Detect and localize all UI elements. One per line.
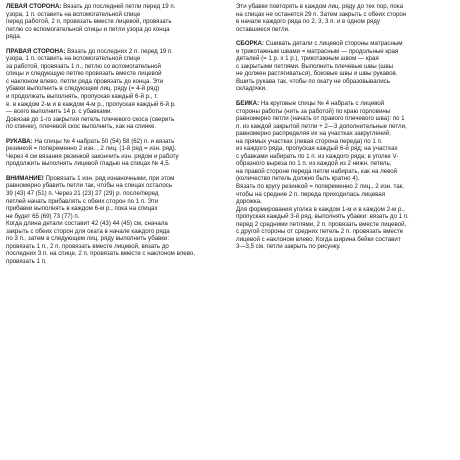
assembly-line: Сшивать детали с лицевой стороны матрасным (263, 40, 403, 48)
attention-line: провязать 1 п., 2 п. провязать вместе лицевой, вязать до (6, 242, 169, 250)
sleeves-line: продолжить выполнять лицевой гладью на спицах № 4,5. (6, 160, 171, 168)
edging-line: чтобы на средние 2 п. переда приходилась лицевая (236, 190, 386, 198)
sleeves-line: резинкой = попеременно 2 изн. , 2 лиц. (1-й ряд = изн. ряд). (6, 145, 177, 153)
right-side-line: Вязать до последних 2 п. перед 19 п. (65, 47, 174, 55)
edging-heading: БЕЙКА: (236, 100, 260, 108)
left-side-line: ряда. (6, 33, 22, 41)
edging-line: лицевой с наклоном влево. Когда ширина бейки составит (236, 235, 401, 243)
edging-line: равномерно петли (начать от правого плечевого шва): по 1 (236, 115, 405, 123)
edging-line: из каждого ряда, пропуская каждый 6-й ряд; на участках (236, 145, 398, 153)
intro-section (236, 3, 454, 33)
intro-line: на спицах не останется 29 п. Затем закрыть с обеих сторон (236, 10, 407, 18)
attention-line: по 3 п., затем в следующем лиц. ряду выполнить убавки: (6, 235, 170, 243)
intro-line: оставшиеся петли. (236, 25, 290, 33)
edging-line: перед 2 средними петлями, 2 п. провязать вместе лицевой, (236, 220, 407, 228)
right-side-section (6, 48, 230, 131)
left-side-line: перед работой, 2 п. провязать вместе лицевой, провязать (6, 18, 172, 26)
right-side-line: и продолжать выполнять, пропуская каждый 6-й р., т. (6, 93, 158, 101)
attention-line: равномерно убавить петли так, чтобы на спицах осталось (6, 182, 173, 190)
edging-section (236, 100, 454, 251)
edging-line: пропуская каждый 3-й ряд, выполнять убавки: вязать до 1 п. (236, 213, 409, 221)
right-side-line: спицы и следующую петлю провязать вместе лицевой (6, 70, 162, 78)
edging-line: На круговые спицы № 4 набрать с лицевой (259, 100, 385, 108)
right-text-column (236, 3, 454, 251)
assembly-heading: СБОРКА: (236, 40, 264, 48)
edging-line: (количество петель должно быть кратно 4). (236, 175, 360, 183)
assembly-line: и трикотажным швами = матрасным — продольные края (236, 47, 399, 55)
sleeves-section (6, 138, 230, 168)
assembly-line: деталей (= 1 р. x 1 р.), трикотажным швом — края (236, 55, 379, 63)
assembly-line: не должен растягиваться), боковые швы и швы рукавов. (236, 70, 398, 78)
edging-line: п. из каждой закрытой петли + 2—3 дополнительные петли, (236, 122, 407, 130)
right-side-line: по спинке), плечевой скос выполнить, как на спинке. (6, 123, 157, 131)
attention-heading: ВНИМАНИЕ! (6, 174, 44, 182)
attention-line: не будет 65 (69) 73 (77) п. (6, 212, 80, 220)
right-side-line: за работой, провязать 1 п., петлю со вспомогательной (6, 62, 161, 70)
intro-line: Эти убавки повторять в каждом лиц. ряду до тех пор, пока (236, 3, 404, 10)
attention-line: провязать 1 п. (6, 257, 47, 265)
attention-section (6, 175, 230, 266)
right-side-line: Довязав до 1-го закрытия петель плечевого скоса (сверить (6, 115, 175, 123)
edging-line: стороны работы (нить за работой) по краю горловины (236, 107, 391, 115)
attention-line: петлей начать прибавлять с обеих сторон по 1 п. Эти (6, 197, 159, 205)
assembly-section (236, 40, 454, 93)
right-side-line: с наклоном влево, петли ряда провязать до конца. Эти (6, 77, 164, 85)
sleeves-heading: РУКАВА: (6, 137, 33, 145)
edging-line: дорожка. (236, 198, 262, 206)
right-side-line: е. в каждом 2-м и в каждом 4-м р., пропуская каждый 6-й р. (6, 100, 176, 108)
left-side-line: петлю со вспомогательной спицы и петли узора до конца (6, 25, 170, 33)
left-text-column (6, 3, 230, 266)
left-side-section (6, 3, 230, 41)
intro-line: в начале каждого ряда по 2, 3, 3 п. и в одном ряду (236, 18, 380, 26)
attention-line: Провязать 1 изн. ряд изнаночными, при этом (43, 174, 175, 182)
left-side-line: узора, 1 п. оставить на вспомогательной спице (6, 10, 141, 18)
left-side-heading: ЛЕВАЯ СТОРОНА: (6, 3, 62, 10)
assembly-line: Вшить рукава так, чтобы по окату не образовывались (236, 77, 390, 85)
attention-line: последних 3 п. на спице, 2 п. провязать вместе с наклоном влево, (6, 250, 196, 258)
edging-line: с убавками набирать по 1 п. из каждого ряда; в уголке V- (236, 152, 399, 160)
right-side-line: — всего выполнить 14 р. с убавками. (6, 108, 113, 116)
assembly-line: складочки. (236, 85, 267, 93)
right-side-line: узора, 1 п. оставить на вспомогательной спице (6, 55, 141, 63)
edging-line: с другой стороны от средних петель 2 п. провязать вместе (236, 228, 404, 236)
assembly-line: с закрытыми петлями. Выполнить плечевые швы (швы (236, 62, 394, 70)
edging-line: равномерно распределяя их на участках закруглений; (236, 130, 391, 138)
left-side-line: Вязать до последней петли перед 19 п. (61, 3, 176, 10)
edging-line: Вязать по кругу резинкой = попеременно 2 лиц., 2 изн. так, (236, 183, 405, 191)
edging-line: 3—3,5 см, петли закрыть по рисунку. (236, 243, 341, 251)
sleeves-line: На спицы № 4 набрать 50 (54) 58 (62) п. и вязать (32, 137, 175, 145)
attention-line: Когда длина детали составит 42 (43) 44 (45) см, сначала (6, 220, 168, 228)
sleeves-line: Через 4 см вязания резинкой закончить изн. рядом и работу (6, 152, 179, 160)
right-side-line: убавки выполнить в следующем лиц. ряду (= 4-й ряд) (6, 85, 160, 93)
attention-line: закрыть с обеих сторон для оката в начале каждого ряда (6, 227, 170, 235)
attention-line: 39 (43) 47 (51) п. Через 21 (23) 27 (29) р. после/перед (6, 190, 159, 198)
edging-line: на прямых участках (левая сторона переда) по 1 п. (236, 137, 383, 145)
right-side-heading: ПРАВАЯ СТОРОНА: (6, 47, 66, 55)
attention-line: прибавки выполнять в каждом 6-м р., пока на спицах (6, 205, 158, 213)
edging-line: Для формирования уголка в каждом 1-м и в каждом 2-м р., (236, 205, 405, 213)
edging-line: на правой стороне переда петли набирать, как на левой (236, 167, 398, 175)
edging-line: образного выреза по 1 п. из каждой из 2 нижн. петель; (236, 160, 392, 168)
